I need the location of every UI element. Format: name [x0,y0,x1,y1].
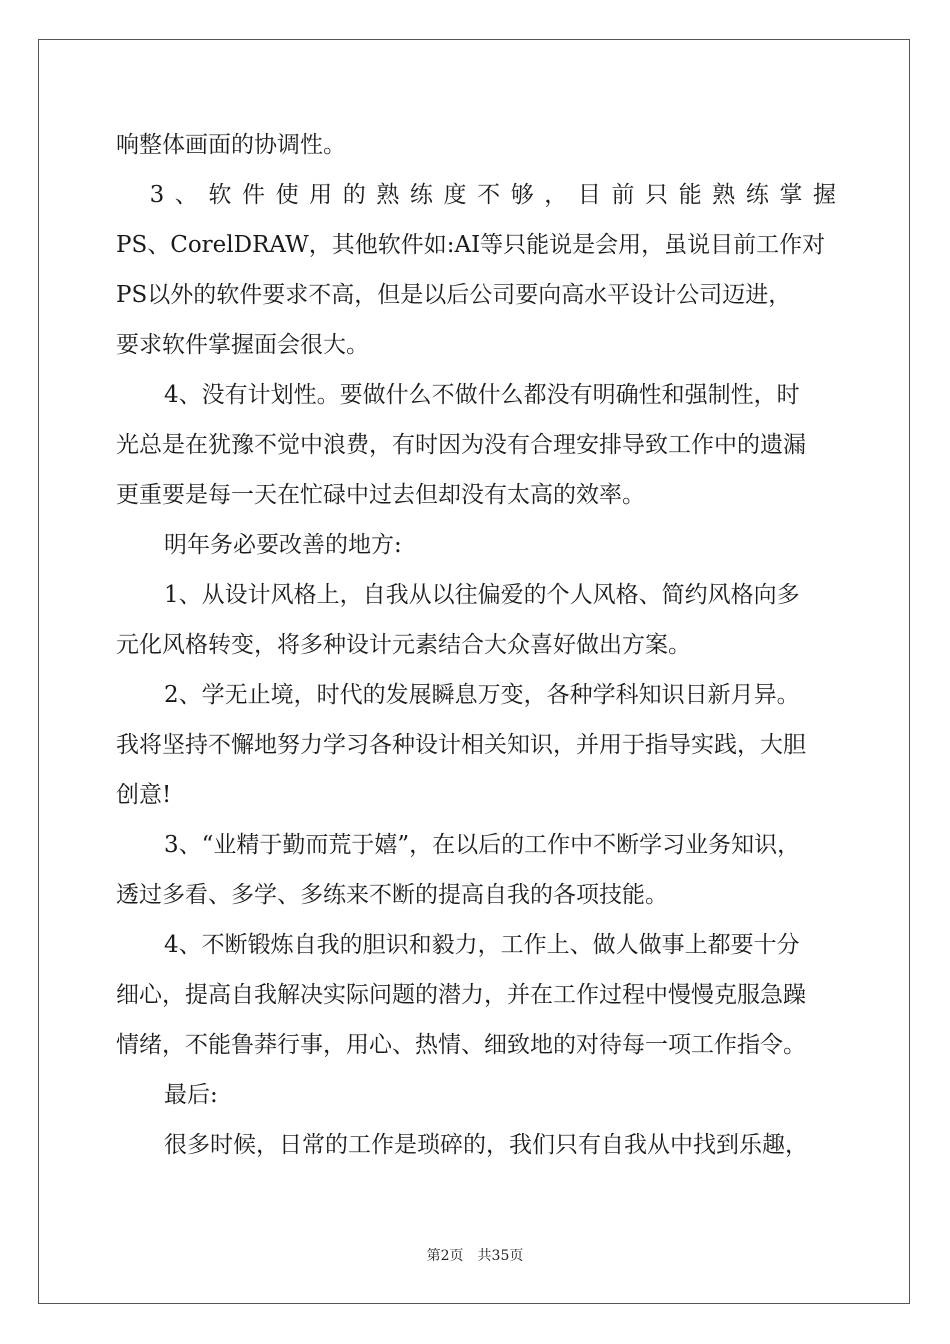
text-line: PS以外的软件要求不高，但是以后公司要向高水平设计公司迈进， [116,282,792,308]
text-line: 更重要是每一天在忙碌中过去但却没有太高的效率。 [116,482,645,508]
text-line: 1、从设计风格上，自我从以往偏爱的个人风格、简约风格向多 [164,582,800,608]
text-line: 响整体画面的协调性。 [116,132,346,158]
text-line: 3、“业精于勤而荒于嬉”，在以后的工作中不断学习业务知识， [164,832,801,858]
text-line: PS、CorelDRAW，其他软件如:AI等只能说是会用，虽说目前工作对 [116,232,826,258]
text-line: 最后: [164,1082,218,1108]
text-line: 细心，提高自我解决实际问题的潜力，并在工作过程中慢慢克服急躁 [116,982,806,1008]
text-line: 2、学无止境，时代的发展瞬息万变，各种学科知识日新月异。 [164,682,800,708]
text-line: 元化风格转变，将多种设计元素结合大众喜好做出方案。 [116,632,691,658]
text-line: 4、没有计划性。要做什么不做什么都没有明确性和强制性，时 [164,382,800,408]
text-line: 明年务必要改善的地方: [164,532,402,558]
text-line: 创意! [116,782,172,808]
text-line: 4、不断锻炼自我的胆识和毅力，工作上、做人做事上都要十分 [164,932,800,958]
page-number-footer: 第2页 共35页 [426,1248,524,1264]
text-line: 很多时候，日常的工作是琐碎的，我们只有自我从中找到乐趣， [164,1132,808,1158]
text-line: 光总是在犹豫不觉中浪费，有时因为没有合理安排导致工作中的遗漏 [116,432,806,458]
text-line: 要求软件掌握面会很大。 [116,332,369,358]
text-line: 我将坚持不懈地努力学习各种设计相关知识，并用于指导实践，大胆 [116,732,806,758]
text-line: 3、软件使用的熟练度不够，目前只能熟练掌握 [116,182,836,208]
text-line: 透过多看、多学、多练来不断的提高自我的各项技能。 [116,882,668,908]
text-line: 情绪，不能鲁莽行事，用心、热情、细致地的对待每一项工作指令。 [116,1032,806,1058]
